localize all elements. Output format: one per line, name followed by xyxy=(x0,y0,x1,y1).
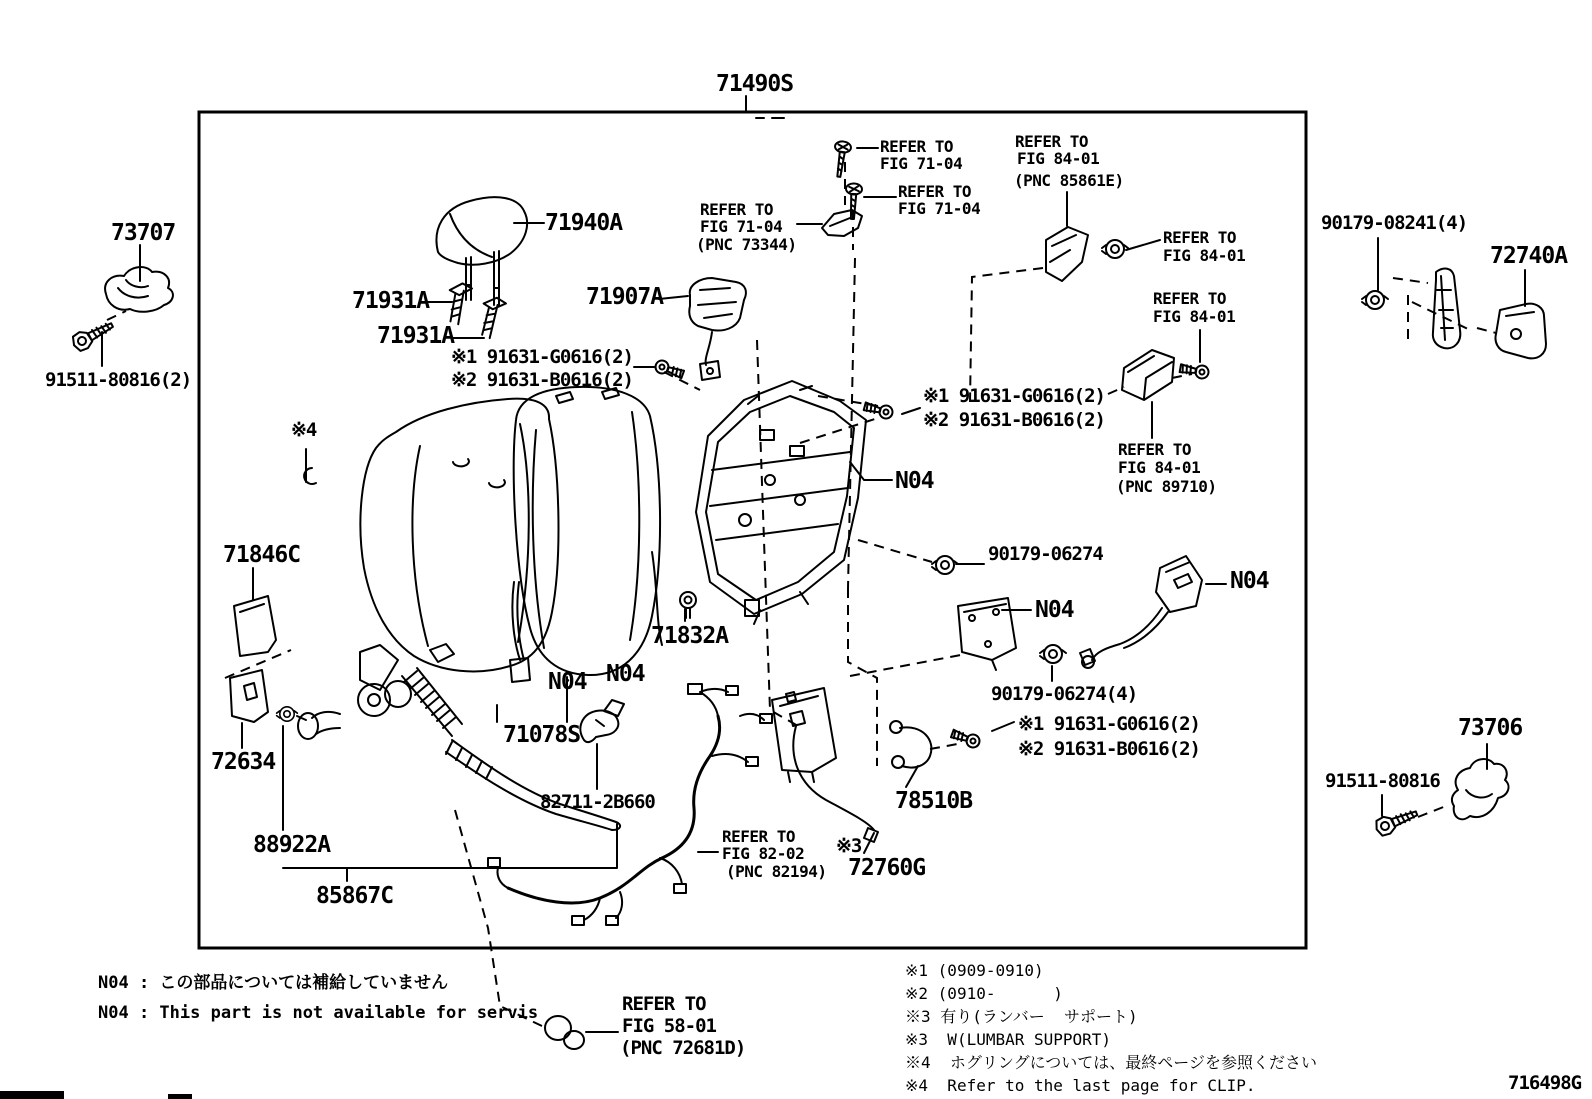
seatback-pad xyxy=(510,387,662,682)
page-corner-marks xyxy=(0,1091,192,1099)
refer-fig82-02-line3: (PNC 82194) xyxy=(726,862,827,881)
part-label-91511-80816-2: 91511-80816(2) xyxy=(45,369,192,391)
footnote-star2: ※2 (0910- ) xyxy=(905,984,1063,1003)
bracket-plate-n04 xyxy=(958,598,1016,670)
part-label-71078S: 71078S xyxy=(503,722,581,748)
part-label-90179-06274-4: 90179-06274(4) xyxy=(991,683,1138,705)
n04-label-cable: N04 xyxy=(548,669,587,695)
headrest-71940A xyxy=(436,197,527,305)
part-label-72760G: 72760G xyxy=(848,855,926,881)
part-label-71931A-2: 71931A xyxy=(377,323,455,349)
note-n04-english: N04 : This part is not available for servis xyxy=(98,1003,539,1023)
seatback-cover xyxy=(360,399,558,672)
refer-fig71-04-c-line1: REFER TO xyxy=(700,200,774,219)
refer-fig84-01-c-line1: REFER TO xyxy=(1153,289,1227,308)
part-label-71931A-1: 71931A xyxy=(352,288,430,314)
refer-fig82-02-line2: FIG 82-02 xyxy=(722,844,805,863)
refer-fig84-01-c-line2: FIG 84-01 xyxy=(1153,307,1236,326)
footnote-star4-en: ※4 Refer to the last page for CLIP. xyxy=(905,1076,1256,1095)
seatback-frame xyxy=(696,381,866,624)
footnote-star3-en: ※3 W(LUMBAR SUPPORT) xyxy=(905,1030,1112,1049)
hog-ring-58-01 xyxy=(545,1016,584,1049)
refer-fig84-01-85861E-line1: REFER TO xyxy=(1015,132,1089,151)
part-label-91631-mid-2: ※2 91631-B0616(2) xyxy=(923,409,1105,431)
hinges-72740A xyxy=(1433,269,1546,359)
part-label-90179-06274: 90179-06274 xyxy=(988,543,1103,565)
part-label-90179-08241-4: 90179-08241(4) xyxy=(1321,212,1468,234)
figure-number: 716498G xyxy=(1508,1072,1582,1094)
refer-fig71-04-a-line2: FIG 71-04 xyxy=(880,154,963,173)
headrest-supports-71931A xyxy=(446,282,506,340)
refer-fig82-02-line1: REFER TO xyxy=(722,827,796,846)
refer-fig84-01-b-line2: FIG 84-01 xyxy=(1163,246,1246,265)
refer-fig71-04-c-line2: FIG 71-04 xyxy=(700,217,783,236)
refer-fig58-01-line2: FIG 58-01 xyxy=(622,1015,716,1037)
refer-fig71-04-a-line1: REFER TO xyxy=(880,137,954,156)
lock-assembly-71907A xyxy=(689,278,746,380)
part-label-71832A: 71832A xyxy=(651,623,729,649)
part-label-85867C: 85867C xyxy=(316,883,394,909)
footnote-star3-jp: ※3 有り(ランバー サポート) xyxy=(905,1007,1138,1026)
star3-mark: ※3 xyxy=(836,835,862,857)
part-label-72634: 72634 xyxy=(211,749,276,775)
n04-label-buckle: N04 xyxy=(1230,568,1269,594)
part-label-82711-2B660: 82711-2B660 xyxy=(540,791,655,813)
footnote-star1: ※1 (0909-0910) xyxy=(905,961,1044,980)
refer-fig84-01-d-line1: REFER TO xyxy=(1118,440,1192,459)
refer-fig71-04-c-line3: (PNC 73344) xyxy=(696,235,797,254)
refer-fig71-04-b-line2: FIG 71-04 xyxy=(898,199,981,218)
part-label-73706: 73706 xyxy=(1458,715,1523,741)
part-label-91631-mid-1: ※1 91631-G0616(2) xyxy=(923,385,1105,407)
footnote-star4-jp: ※4 ホグリングについては、最終ページを参照ください xyxy=(905,1053,1317,1072)
bracket-73344 xyxy=(822,210,862,236)
note-n04-japanese: N04 : この部品については補給していません xyxy=(98,973,449,993)
refer-fig84-01-85861E-line3: (PNC 85861E) xyxy=(1014,171,1124,190)
box-part-fig84-01 xyxy=(1122,350,1174,400)
part-label-78510B: 78510B xyxy=(895,788,973,814)
part-label-91631-top-2: ※2 91631-B0616(2) xyxy=(451,369,633,391)
pads-71846C xyxy=(230,596,276,722)
refer-fig84-01-85861E-line2: FIG 84-01 xyxy=(1017,149,1100,168)
headrest-guide-85861E xyxy=(1046,227,1088,281)
pin-71832A xyxy=(680,592,696,618)
part-label-91631-low-1: ※1 91631-G0616(2) xyxy=(1018,713,1200,735)
refer-fig58-01-line1: REFER TO xyxy=(622,993,706,1015)
part-label-71846C: 71846C xyxy=(223,542,301,568)
part-label-91511-80816: 91511-80816 xyxy=(1325,770,1440,792)
part-label-88922A: 88922A xyxy=(253,832,331,858)
part-label-91631-top-1: ※1 91631-G0616(2) xyxy=(451,346,633,368)
n04-label-pad: N04 xyxy=(606,661,645,687)
refer-fig84-01-b-line1: REFER TO xyxy=(1163,228,1237,247)
refer-fig71-04-b-line1: REFER TO xyxy=(898,182,972,201)
refer-fig84-01-d-line2: FIG 84-01 xyxy=(1118,458,1201,477)
lumbar-panel xyxy=(772,688,836,782)
n04-label-frame: N04 xyxy=(895,468,934,494)
part-label-91631-low-2: ※2 91631-B0616(2) xyxy=(1018,738,1200,760)
diagram-title: 71490S xyxy=(716,71,794,97)
n04-label-bracket: N04 xyxy=(1035,597,1074,623)
star4-mark: ※4 xyxy=(291,419,317,441)
lumbar-cable-72760G xyxy=(790,711,878,842)
clip-73707 xyxy=(70,267,173,353)
clamp-82711 xyxy=(580,700,624,742)
cable-78510B xyxy=(890,721,931,768)
refer-fig58-01-line3: (PNC 72681D) xyxy=(620,1037,746,1059)
buckle-n04 xyxy=(1080,556,1202,668)
refer-fig84-01-d-line3: (PNC 89710) xyxy=(1116,477,1217,496)
part-label-72740A: 72740A xyxy=(1490,243,1568,269)
part-label-73707: 73707 xyxy=(111,220,176,246)
part-label-71940A: 71940A xyxy=(545,210,623,236)
part-label-71907A: 71907A xyxy=(586,284,664,310)
